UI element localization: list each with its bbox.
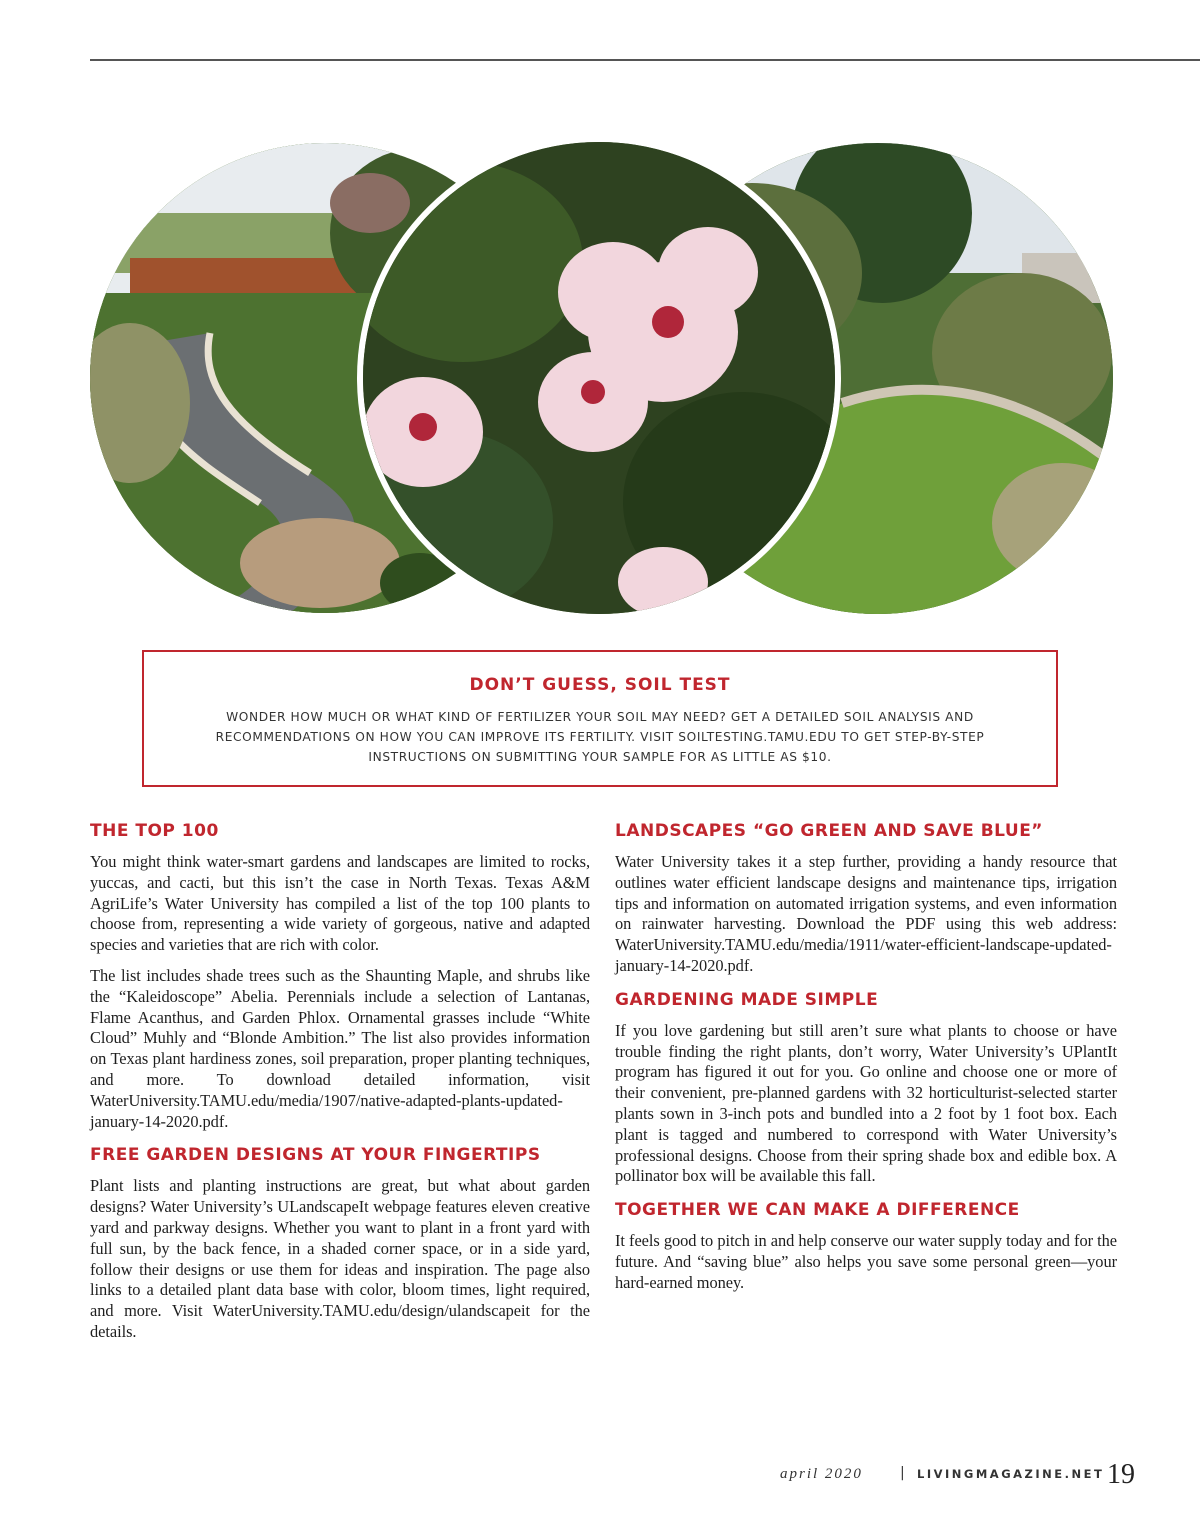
section-together	[615, 1197, 1117, 1293]
section-top-100	[90, 818, 590, 1132]
soil-test-callout	[142, 650, 1058, 787]
section-heading: TOGETHER WE CAN MAKE A DIFFERENCE	[615, 1200, 1020, 1221]
paragraph: The list includes shade trees such as the Shaunting Maple, and shrubs like the “Kaleidoscope” Abelia. Perennials include a selection of Lantanas, Flame Acanthus, and Garden Phlox. Ornamental grasses include “White Cloud” Muhly and “Blonde Ambition.” The list also provides information on Texas plant hardiness zones, soil preparation, proper planting techniques, and more. To download detailed information, visit WaterUniversity.TAMU.edu/media/1907/native-adapted-plants-updated-january-14-2020.pdf.	[90, 965, 590, 1131]
top-rule	[90, 59, 1200, 61]
paragraph: Water University takes it a step further, providing a handy resource that outlines water efficient landscape designs and maintenance tips, irrigation tips and information on automated irrigation systems, and even information on rainwater harvesting. Download the PDF using this web address: WaterUniversity.TAMU.edu/media/1911/water-efficient-landscape-updated-january-14-2020.pdf.	[615, 852, 1117, 975]
section-free-garden-designs	[90, 1142, 590, 1342]
left-column	[90, 818, 590, 1353]
section-landscapes	[615, 818, 1117, 977]
footer-separator: |	[900, 1465, 905, 1481]
section-heading: GARDENING MADE SIMPLE	[615, 989, 879, 1010]
section-heading: LANDSCAPES “GO GREEN AND SAVE BLUE”	[615, 821, 1043, 841]
section-heading: THE TOP 100	[90, 821, 219, 841]
hibiscus-photo	[357, 136, 841, 620]
paragraph: Plant lists and planting instructions are great, but what about garden designs? Water University’s ULandscapeIt webpage features eleven creative yard and parkway designs. Whether you want to plant in a front yard with full sun, by the back fence, in a shaded corner space, or in a side yard, follow their designs or use them for ideas and inspiration. The page also links to a detailed plant data base with color, bloom times, light required, and more. Visit WaterUniversity.TAMU.edu/design/ulandscapeit for the details.	[90, 1176, 590, 1341]
paragraph: If you love gardening but still aren’t sure what plants to choose or have trouble finding the right plants, don’t worry, Water University’s UPlantIt program has figured it out for you. Go online and choose one or more of their convenient, pre-planned gardens with 32 horticulturist-selected starter plants sown in 3-inch pots and bundled into a 2 foot by 1 foot box. Each plant is tagged and numbered to correspond with Water University’s professional designs. Choose from their spring shade box and edible box. A pollinator box will be available this fall.	[615, 1020, 1117, 1186]
section-gardening-made-simple	[615, 987, 1117, 1187]
page-number: 19	[1107, 1459, 1135, 1490]
paragraph: It feels good to pitch in and help conserve our water supply today and for the future. And “saving blue” also helps you save some personal green—your hard-earned money.	[615, 1231, 1117, 1292]
callout-title: DON’T GUESS, SOIL TEST	[469, 675, 731, 695]
section-heading: FREE GARDEN DESIGNS AT YOUR FINGERTIPS	[90, 1145, 541, 1166]
right-column	[615, 818, 1117, 1304]
issue-date: april 2020	[780, 1466, 863, 1482]
callout-body: WONDER HOW MUCH OR WHAT KIND OF FERTILIZER YOUR SOIL MAY NEED? GET A DETAILED SOIL ANALYSIS AND RECOMMENDATIONS ON HOW YOU CAN IMPROVE ITS FERTILITY. VISIT SOILTESTING.TAMU.EDU TO GET STEP-BY-STEP INSTRUCTIONS ON SUBMITTING YOUR SAMPLE FOR AS LITTLE AS $10.	[215, 710, 985, 764]
paragraph: You might think water-smart gardens and landscapes are limited to rocks, yuccas, and cacti, but this isn’t the case in North Texas. Texas A&M AgriLife’s Water University has compiled a list of the top 100 plants to choose from, representing a wide variety of gorgeous, native and adapted species and varieties that are rich with color.	[90, 852, 590, 955]
website-link[interactable]: LIVINGMAGAZINE.NET	[917, 1467, 1105, 1481]
